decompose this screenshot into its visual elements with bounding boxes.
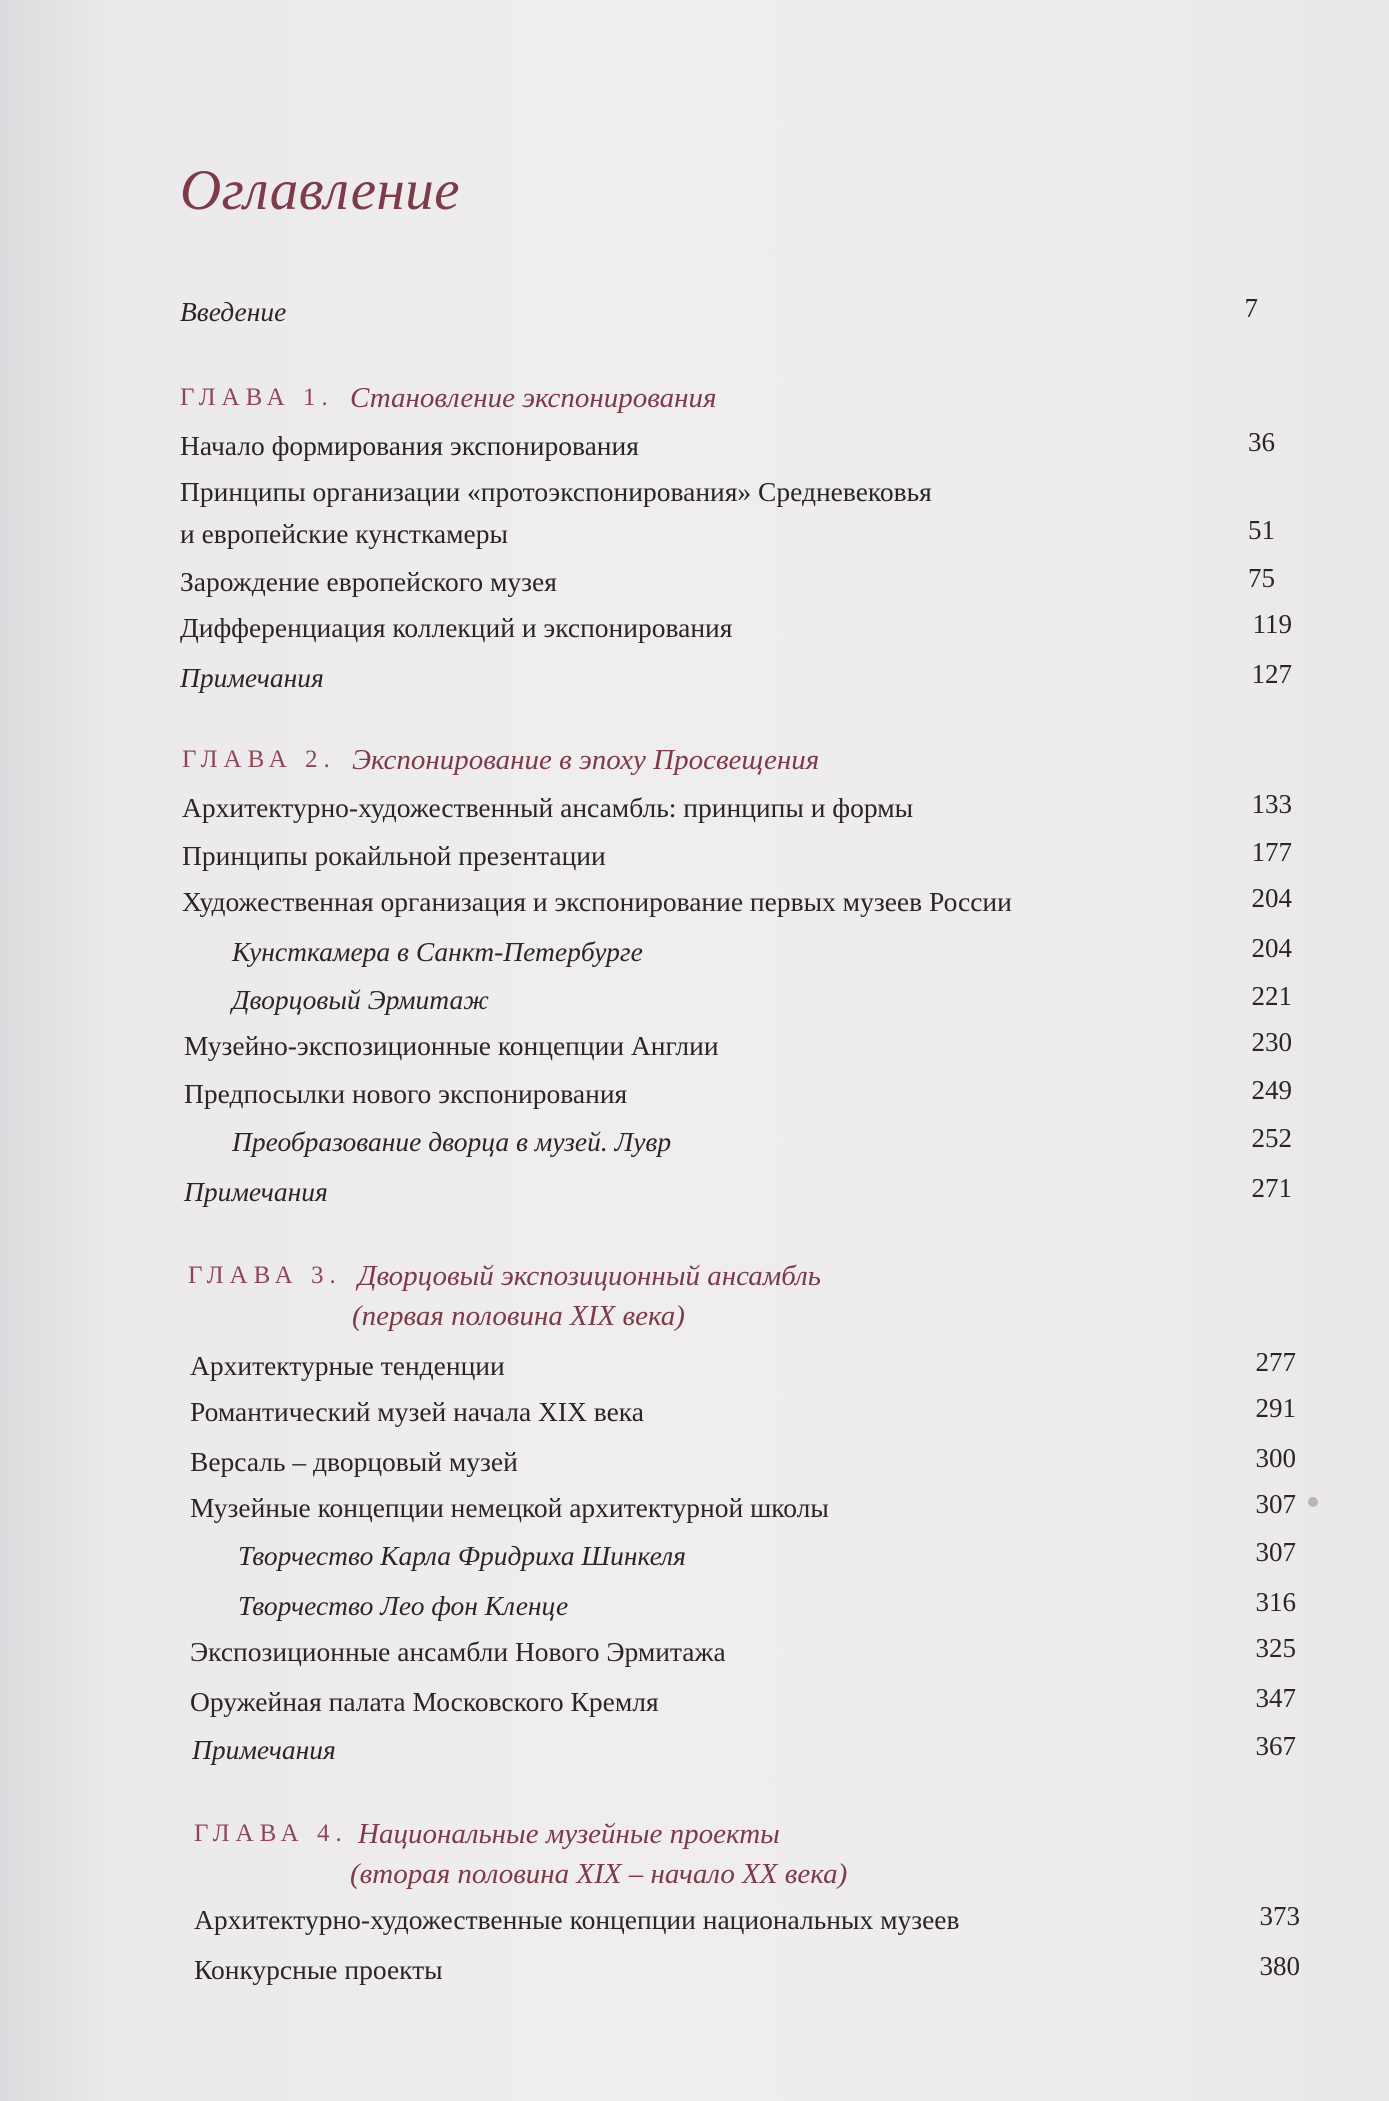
toc-entry[interactable] [0, 1684, 1389, 1724]
entry-page: 252 [1251, 1123, 1292, 1153]
toc-entry-notes[interactable] [0, 660, 1389, 700]
entry-page: 249 [1251, 1075, 1292, 1105]
entry-page: 221 [1251, 981, 1292, 1011]
entry-label: Романтический музей начала XIX века [190, 1396, 644, 1427]
entry-page: 307 [1255, 1537, 1296, 1567]
entry-label: Музейные концепции немецкой архитектурной школы [190, 1492, 829, 1523]
entry-label: Дифференциация коллекций и экспонирования [180, 612, 733, 643]
entry-label: Кунсткамера в Санкт-Петербурге [232, 936, 643, 967]
entry-page: 307 [1255, 1489, 1296, 1519]
toc-entry[interactable] [0, 1076, 1389, 1116]
chapter-title: Дворцовый экспозиционный ансамбль [358, 1260, 821, 1292]
chapter-subtitle: (вторая половина XIX – начало XX века) [350, 1858, 848, 1890]
entry-page: 51 [1248, 515, 1275, 545]
entry-page: 380 [1259, 1951, 1300, 1981]
page-title: Оглавление [180, 159, 461, 222]
entry-label: Дворцовый Эрмитаж [232, 984, 489, 1015]
toc-entry-intro[interactable] [0, 294, 1389, 334]
entry-label: Начало формирования экспонирования [180, 430, 639, 461]
entry-page: 7 [1244, 293, 1258, 323]
entry-label: Примечания [184, 1176, 328, 1207]
entry-label: Предпосылки нового экспонирования [184, 1078, 628, 1109]
chapter-number: ГЛАВА 4. [194, 1820, 348, 1847]
toc-entry[interactable] [0, 1634, 1389, 1674]
toc-subentry[interactable] [0, 1588, 1389, 1628]
toc-entry[interactable] [0, 1444, 1389, 1484]
toc-entry[interactable] [0, 474, 1389, 514]
chapter-number: ГЛАВА 2. [182, 746, 336, 773]
entry-page: 204 [1251, 883, 1292, 913]
entry-label: Введение [180, 296, 287, 327]
entry-label: Творчество Лео фон Кленце [238, 1590, 569, 1621]
toc-entry[interactable] [0, 884, 1389, 924]
entry-label: Архитектурно-художественный ансамбль: принципы и формы [182, 792, 914, 823]
toc-entry[interactable] [0, 1902, 1389, 1942]
toc-entry[interactable] [0, 564, 1389, 604]
entry-label: Экспозиционные ансамбли Нового Эрмитажа [190, 1636, 726, 1667]
toc-entry[interactable] [0, 790, 1389, 830]
chapter-title: Экспонирование в эпоху Просвещения [352, 744, 820, 776]
toc-entry[interactable] [0, 1028, 1389, 1068]
toc-entry-notes[interactable] [0, 1174, 1389, 1214]
entry-label: Версаль – дворцовый музей [190, 1446, 518, 1477]
chapter-number: ГЛАВА 1. [180, 384, 334, 411]
toc-entry[interactable] [0, 610, 1389, 650]
entry-page: 373 [1259, 1901, 1300, 1931]
entry-label: Преобразование дворца в музей. Лувр [232, 1126, 672, 1157]
entry-page: 119 [1252, 609, 1292, 639]
entry-page: 300 [1255, 1443, 1296, 1473]
entry-label: Принципы рокайльной презентации [182, 840, 606, 871]
entry-page: 367 [1255, 1731, 1296, 1761]
toc-entry[interactable] [0, 428, 1389, 468]
entry-label: Творчество Карла Фридриха Шинкеля [238, 1540, 686, 1571]
entry-page: 204 [1251, 933, 1292, 963]
entry-page: 133 [1251, 789, 1292, 819]
entry-page: 127 [1251, 659, 1292, 689]
toc-entry[interactable] [0, 1490, 1389, 1530]
entry-label: и европейские кунсткамеры [180, 518, 508, 549]
toc-entry[interactable] [0, 516, 1389, 556]
toc-subentry[interactable] [0, 1124, 1389, 1164]
entry-page: 291 [1255, 1393, 1296, 1423]
entry-page: 325 [1255, 1633, 1296, 1663]
chapter-subtitle: (первая половина XIX века) [352, 1300, 685, 1332]
chapter-title: Национальные музейные проекты [358, 1818, 780, 1850]
toc-entry[interactable] [0, 1394, 1389, 1434]
entry-label: Оружейная палата Московского Кремля [190, 1686, 659, 1717]
entry-label: Принципы организации «протоэкспонирования» Средневековья [180, 476, 932, 507]
toc-subentry[interactable] [0, 934, 1389, 974]
entry-page: 271 [1251, 1173, 1292, 1203]
entry-label: Художественная организация и экспонирование первых музеев России [182, 886, 1012, 917]
entry-page: 177 [1251, 837, 1292, 867]
entry-label: Архитектурно-художественные концепции национальных музеев [194, 1904, 960, 1935]
entry-label: Архитектурные тенденции [190, 1350, 505, 1381]
entry-label: Музейно-экспозиционные концепции Англии [184, 1030, 719, 1061]
toc-entry-notes[interactable] [0, 1732, 1389, 1772]
toc-subentry[interactable] [0, 982, 1389, 1022]
chapter-title: Становление экспонирования [350, 382, 717, 414]
toc-entry[interactable] [0, 838, 1389, 878]
entry-label: Примечания [180, 662, 324, 693]
smudge-mark [1308, 1497, 1318, 1507]
entry-page: 75 [1248, 563, 1275, 593]
chapter-number: ГЛАВА 3. [188, 1262, 342, 1289]
entry-label: Зарождение европейского музея [180, 566, 557, 597]
entry-page: 347 [1255, 1683, 1296, 1713]
entry-label: Конкурсные проекты [194, 1954, 443, 1985]
entry-page: 36 [1248, 427, 1275, 457]
toc-subentry[interactable] [0, 1538, 1389, 1578]
entry-page: 230 [1251, 1027, 1292, 1057]
entry-label: Примечания [192, 1734, 336, 1765]
toc-entry[interactable] [0, 1952, 1389, 1992]
entry-page: 277 [1255, 1347, 1296, 1377]
toc-entry[interactable] [0, 1348, 1389, 1388]
entry-page: 316 [1255, 1587, 1296, 1617]
